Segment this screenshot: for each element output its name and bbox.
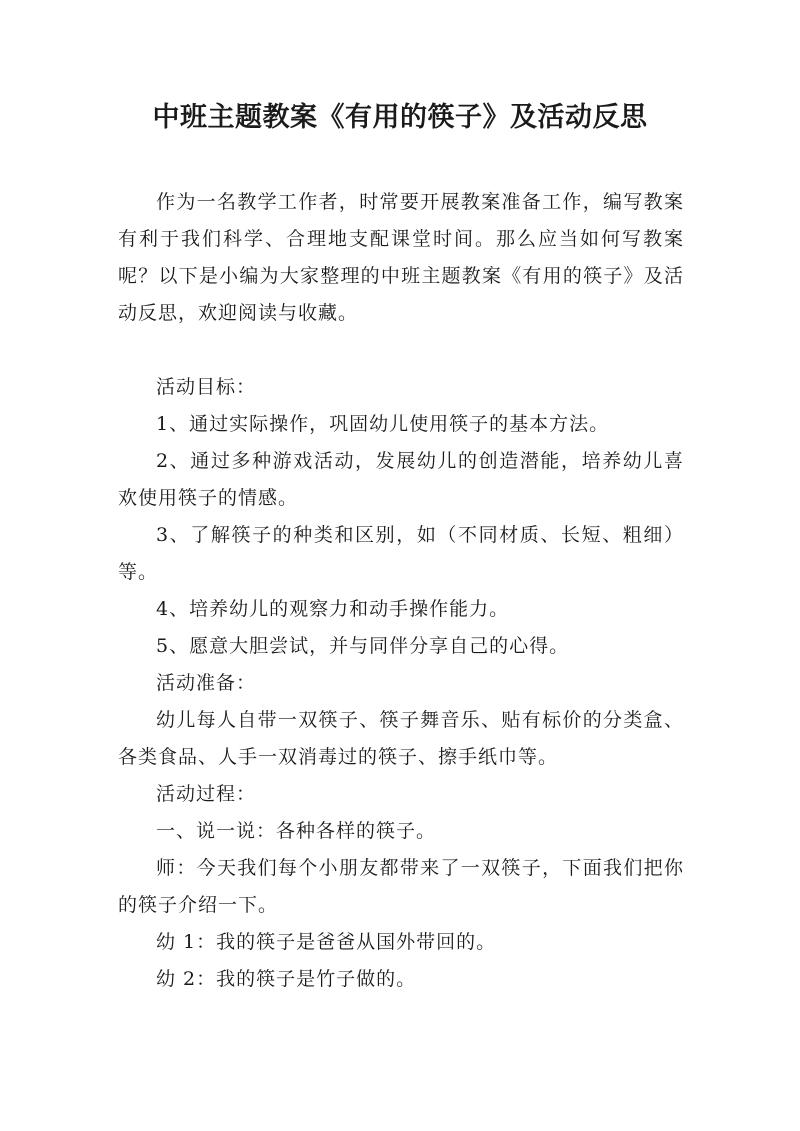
child-line-1: 幼 1：我的筷子是爸爸从国外带回的。 bbox=[156, 931, 497, 953]
teacher-line: 师：今天我们每个小朋友都带来了一双筷子，下面我们把你的筷子介绍一下。 bbox=[118, 857, 684, 916]
section-heading-process: 活动过程： bbox=[156, 783, 257, 805]
goal-item-1: 1、通过实际操作，巩固幼儿使用筷子的基本方法。 bbox=[156, 413, 610, 435]
section-heading-goals: 活动目标： bbox=[156, 376, 257, 398]
goal-item-2: 2、通过多种游戏活动，发展幼儿的创造潜能，培养幼儿喜欢使用筷子的情感。 bbox=[118, 450, 684, 509]
child-line-2: 幼 2：我的筷子是竹子做的。 bbox=[156, 968, 417, 990]
intro-paragraph: 作为一名教学工作者，时常要开展教案准备工作，编写教案有利于我们科学、合理地支配课堂时间。那么应当如何写教案呢？以下是小编为大家整理的中班主题教案《有用的筷子》及活动反思，欢迎阅读与收藏。 bbox=[118, 191, 684, 324]
process-step-1: 一、说一说：各种各样的筷子。 bbox=[156, 820, 437, 842]
document-title: 中班主题教案《有用的筷子》及活动反思 bbox=[152, 102, 648, 133]
goal-item-4: 4、培养幼儿的观察力和动手操作能力。 bbox=[156, 598, 510, 620]
goal-item-5: 5、愿意大胆尝试，并与同伴分享自己的心得。 bbox=[156, 635, 570, 657]
document-body bbox=[118, 184, 684, 998]
section-heading-preparation: 活动准备： bbox=[156, 672, 257, 694]
goal-item-3: 3、了解筷子的种类和区别，如（不同材质、长短、粗细）等。 bbox=[118, 524, 684, 583]
preparation-paragraph: 幼儿每人自带一双筷子、筷子舞音乐、贴有标价的分类盒、各类食品、人手一双消毒过的筷子、擦手纸巾等。 bbox=[118, 709, 684, 768]
